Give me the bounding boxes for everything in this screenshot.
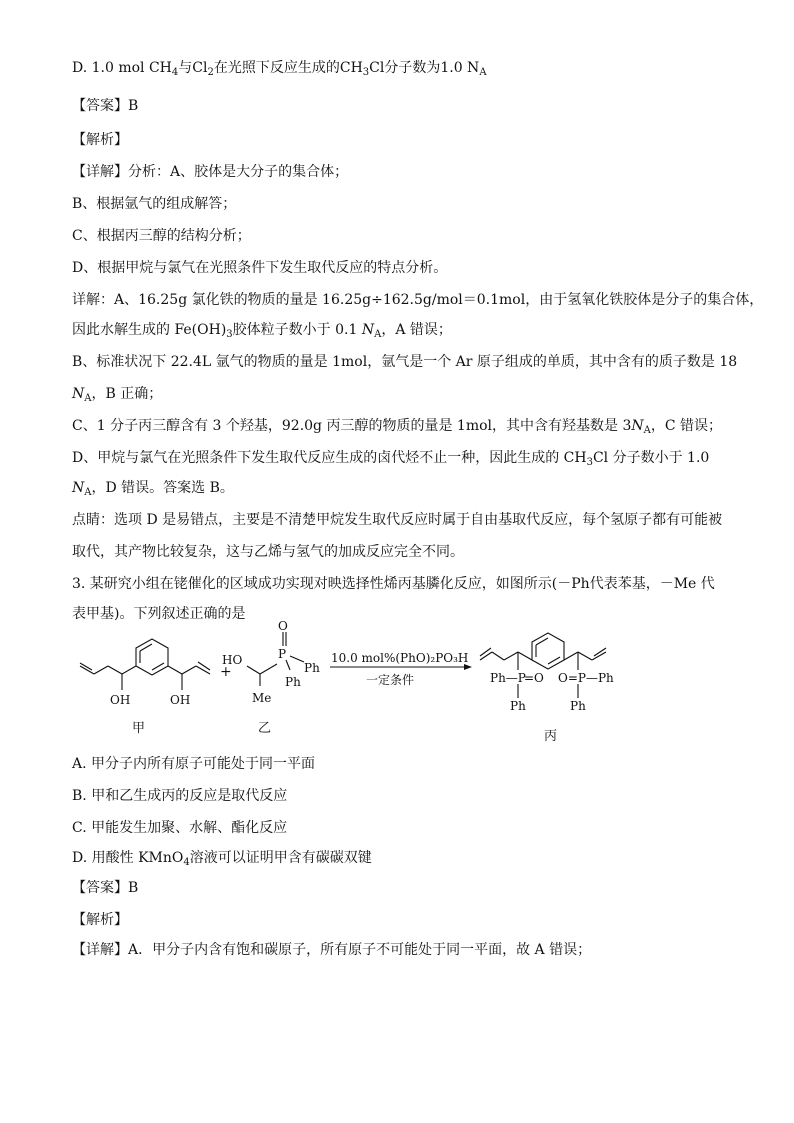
detail-head: 【详解】分析：A、胶体是大分子的集合体； [72, 164, 349, 180]
option-c: C. 甲能发生加聚、水解、酯化反应 [72, 820, 288, 836]
yi-ph-1: Ph [304, 661, 320, 675]
yi-o: O [278, 619, 288, 633]
compound-jia-structure [80, 639, 210, 690]
explain-d-2: $N_A$，D 错误。答案选 B。 [72, 480, 234, 498]
q3-answer-label: 【答案】B [72, 880, 139, 896]
option-d-line: D. 1.0 mol $CH_4$与$Cl_2$在光照下反应生成的$CH_3Cl$分子数为1.0 $N_A$ [72, 60, 487, 78]
bing-eq-o-left: =O [524, 671, 544, 685]
explain-c: C、1 分子丙三醇含有 3 个羟基，92.0g 丙三醇的物质的量是 1mol，其中含有羟基数是 $3N_A$，C 错误； [72, 418, 723, 436]
yi-ho: HO [222, 653, 243, 667]
plus-sign: + [220, 664, 232, 680]
label-yi: 乙 [258, 721, 272, 736]
yi-p: P [278, 647, 287, 661]
bing-o-p-right: O=P—Ph [558, 671, 614, 685]
answer-label: 【答案】B [72, 98, 139, 114]
analysis-label: 【解析】 [72, 132, 128, 148]
explain-a-1: 详解：A、16.25g 氯化铁的物质的量是 16.25g÷162.5g/mol＝0.1mol，由于氢氧化铁胶体是分子的集合体， [72, 292, 764, 308]
compound-bing-structure [480, 633, 606, 698]
option-b: B. 甲和乙生成丙的反应是取代反应 [72, 788, 288, 804]
detail-b: B、根据氩气的组成解答； [72, 196, 237, 212]
detail-c: C、根据丙三醇的结构分析； [72, 228, 251, 244]
question-3-stem-2: 表甲基)。下列叙述正确的是 [72, 606, 246, 622]
bing-ph-bottom-right: Ph [570, 699, 586, 713]
explain-d-1: D、甲烷与氯气在光照条件下发生取代反应生成的卤代烃不止一种，因此生成的 $CH_3Cl$ 分子数小于 1.0 [72, 450, 710, 468]
explain-b-2: $N_A$，B 正确； [72, 386, 163, 404]
option-d: D. 用酸性 KMnO$_4$溶液可以证明甲含有碳碳双键 [72, 850, 372, 868]
yi-me: Me [252, 691, 272, 705]
explain-b-1: B、标准状况下 22.4L 氩气的物质的量是 1mol，氩气是一个 Ar 原子组成的单质，其中含有的质子数是 18 [72, 354, 738, 370]
jia-oh-right: OH [170, 693, 191, 707]
q3-detail: 【详解】A．甲分子内含有饱和碳原子，所有原子不可能处于同一平面，故 A 错误； [72, 942, 592, 958]
option-a: A. 甲分子内所有原子可能处于同一平面 [72, 756, 316, 772]
note-2: 取代，其产物比较复杂，这与乙烯与氢气的加成反应完全不同。 [72, 544, 464, 560]
bing-ph-p-left: Ph—P [490, 671, 526, 685]
yi-ph-2: Ph [285, 675, 301, 689]
reaction-scheme [72, 619, 732, 764]
jia-oh-left: OH [110, 693, 131, 707]
explain-a-2: 因此水解生成的 $Fe(OH)_3$胶体粒子数小于 0.1 $N_A$，A 错误； [72, 322, 452, 340]
detail-d: D、根据甲烷与氯气在光照条件下发生取代反应的特点分析。 [72, 260, 448, 276]
bing-ph-bottom-left: Ph [510, 699, 526, 713]
note-1: 点睛：选项 D 是易错点，主要是不清楚甲烷发生取代反应时属于自由基取代反应，每个氢原子都有可能被 [72, 512, 723, 528]
question-3-stem-1: 3. 某研究小组在铑催化的区域成功实现对映选择性烯丙基膦化反应，如图所示(－Ph代表苯基，－Me 代 [72, 576, 715, 592]
q3-analysis-label: 【解析】 [72, 912, 128, 928]
label-bing: 丙 [544, 729, 558, 744]
catalyst-label: 10.0 mol%(PhO)₂PO₃H [331, 651, 469, 665]
label-jia: 甲 [132, 721, 146, 736]
condition-label: 一定条件 [366, 673, 415, 687]
